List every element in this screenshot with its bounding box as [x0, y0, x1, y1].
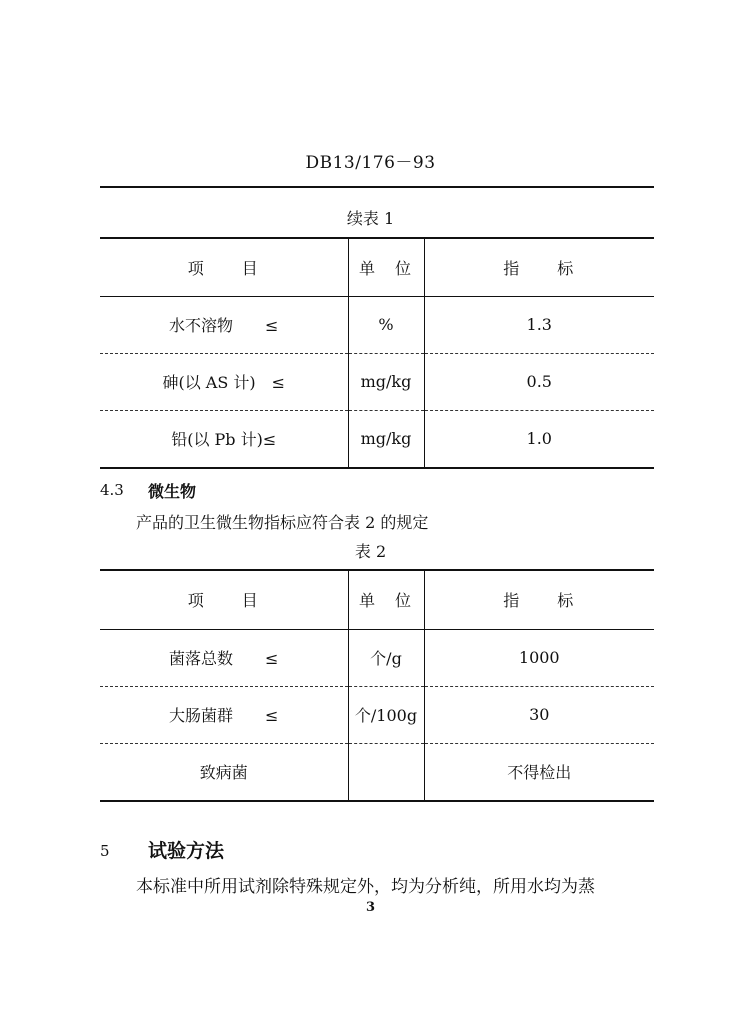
table1-header-item: 项 目: [187, 258, 260, 278]
table-cell-item: 大肠菌群 ≤: [169, 706, 279, 725]
section-title: 试验方法: [148, 840, 225, 862]
table-cell-item: 砷(以 AS 计) ≤: [162, 373, 286, 392]
table-cell-item: 致病菌: [199, 763, 248, 783]
table-row: [100, 686, 654, 743]
table2-header-row: [100, 570, 654, 629]
table2-header-unit: 单 位: [348, 570, 424, 629]
table-cell-unit: mg/kg: [348, 410, 424, 468]
section-number: 4.3: [100, 481, 124, 499]
table-cell-unit: [348, 743, 424, 801]
table-cell-unit: mg/kg: [348, 353, 424, 410]
table-row: [100, 353, 654, 410]
header-rule: [100, 186, 654, 188]
table-cell-unit: 个/100g: [348, 686, 424, 743]
section-body-text: 产品的卫生微生物指标应符合表 2 的规定: [136, 513, 429, 532]
table-cell-unit: 个/g: [348, 629, 424, 686]
section-number: 5: [100, 842, 110, 860]
table-cell-value: 不得检出: [424, 743, 654, 801]
document-code: DB13/176－93: [305, 153, 436, 173]
table-cell-value: 0.5: [424, 353, 654, 410]
table-cell-item: 水不溶物 ≤: [169, 316, 279, 335]
table-cell-item: 菌落总数 ≤: [169, 649, 279, 668]
table1-header-unit: 单 位: [348, 238, 424, 296]
table1-caption: 续表 1: [346, 209, 395, 228]
section-body-text: 本标准中所用试剂除特殊规定外，均为分析纯，所用水均为蒸: [136, 877, 595, 897]
table-row: [100, 410, 654, 468]
table-cell-value: 30: [424, 686, 654, 743]
table2-header-item: 项 目: [187, 591, 260, 611]
page-number: 3: [365, 900, 376, 915]
table1: [100, 237, 654, 469]
table-cell-value: 1000: [424, 629, 654, 686]
table-row: [100, 743, 654, 801]
table-row: [100, 629, 654, 686]
table2: [100, 569, 654, 802]
table-cell-value: 1.3: [424, 296, 654, 353]
table2-header-value: 指 标: [424, 570, 654, 629]
table-cell-item: 铅(以 Pb 计)≤: [171, 430, 277, 450]
table-cell-unit: %: [348, 296, 424, 353]
table1-header-value: 指 标: [424, 238, 654, 296]
table1-header-row: [100, 238, 654, 296]
table2-caption: 表 2: [354, 542, 387, 561]
section-title: 微生物: [148, 482, 197, 501]
table-row: [100, 296, 654, 353]
table-cell-value: 1.0: [424, 410, 654, 468]
